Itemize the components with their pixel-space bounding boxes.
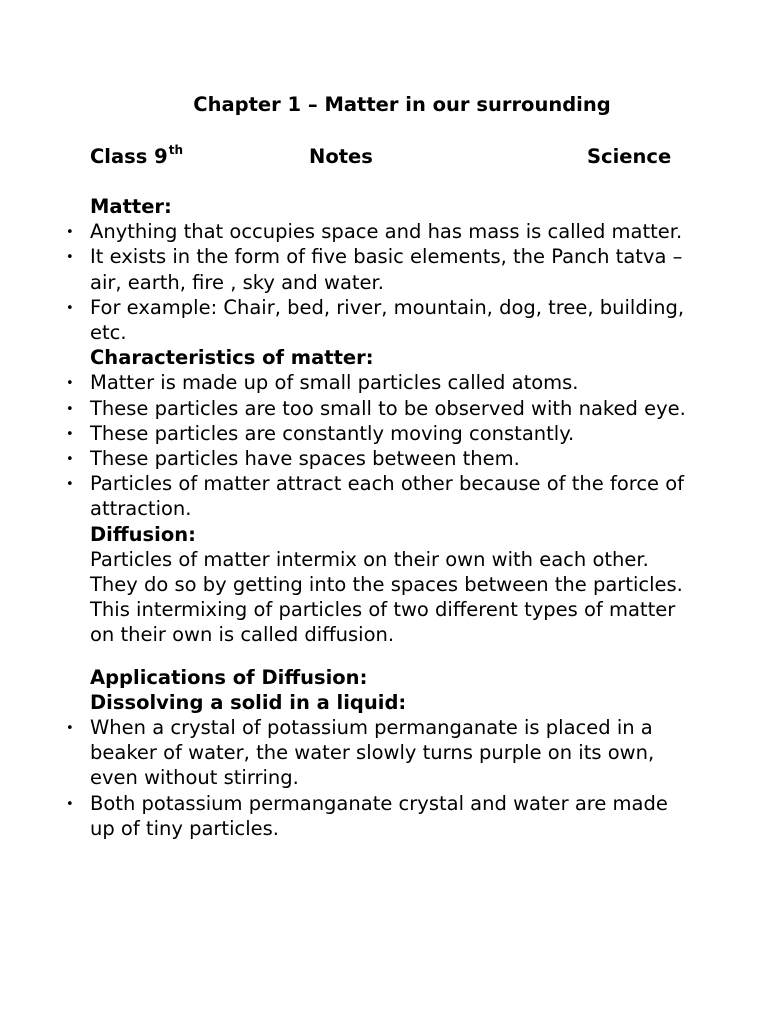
- list-item-text: These particles are constantly moving constantly.: [90, 421, 575, 445]
- bullet-icon: •: [66, 452, 74, 468]
- list-item: [66, 446, 690, 471]
- diffusion-heading: Diffusion:: [90, 522, 196, 546]
- list-item-text: Matter is made up of small particles called atoms.: [90, 371, 579, 395]
- document-body: [66, 194, 690, 841]
- bullet-icon: •: [66, 796, 74, 812]
- bullet-icon: •: [66, 250, 74, 266]
- characteristics-heading: Characteristics of matter:: [90, 346, 374, 370]
- list-item-text: Anything that occupies space and has mass is called matter.: [90, 220, 683, 244]
- matter-heading: Matter:: [90, 195, 172, 218]
- subject-label: Science: [587, 145, 672, 168]
- bullet-icon: •: [66, 477, 74, 493]
- bullet-icon: •: [66, 721, 74, 737]
- list-item-text: Both potassium permanganate crystal and water are made up of tiny particles.: [90, 791, 668, 840]
- list-item: [66, 791, 690, 841]
- notes-label: Notes: [309, 145, 373, 168]
- list-item-text: Particles of matter attract each other because of the force of attraction.: [90, 472, 685, 521]
- list-item: [66, 421, 690, 446]
- list-item-text: It exists in the form of five basic elements, the Panch tatva – air, earth, fire , sky and water.: [90, 245, 683, 294]
- list-item: [66, 244, 690, 294]
- class-label-superscript: th: [168, 142, 184, 157]
- class-label: [90, 144, 183, 169]
- list-item-text: These particles are too small to be observed with naked eye.: [90, 396, 686, 420]
- list-item-text: When a crystal of potassium permanganate is placed in a beaker of water, the water slowly turns purple on its own, even without stirring.: [90, 716, 655, 790]
- page-title: Chapter 1 – Matter in our surrounding: [193, 93, 611, 116]
- bullet-icon: •: [66, 401, 74, 417]
- list-item: [66, 715, 690, 791]
- list-item: [66, 396, 690, 421]
- diffusion-paragraph: Particles of matter intermix on their own with each other. They do so by getting into the spaces between the particles. This intermixing of particles of two different types of matter on their own is called diffusion.: [90, 547, 683, 647]
- bullet-icon: •: [66, 300, 74, 316]
- list-item: [66, 370, 690, 395]
- bullet-icon: •: [66, 376, 74, 392]
- applications-heading: Applications of Diffusion:: [90, 665, 368, 689]
- bullet-icon: •: [66, 426, 74, 442]
- class-label-text: Class 9: [90, 145, 168, 168]
- applications-subheading: Dissolving a solid in a liquid:: [90, 690, 407, 714]
- list-item: [66, 471, 690, 521]
- list-item-text: These particles have spaces between them.: [90, 447, 520, 471]
- matter-list: [66, 219, 690, 345]
- bullet-icon: •: [66, 225, 74, 241]
- list-item-text: For example: Chair, bed, river, mountain, dog, tree, building, etc.: [90, 295, 685, 345]
- section-spacer: [90, 648, 690, 665]
- characteristics-list: [66, 370, 690, 521]
- list-item: [66, 219, 690, 244]
- applications-list: [66, 715, 690, 841]
- list-item: [66, 295, 690, 345]
